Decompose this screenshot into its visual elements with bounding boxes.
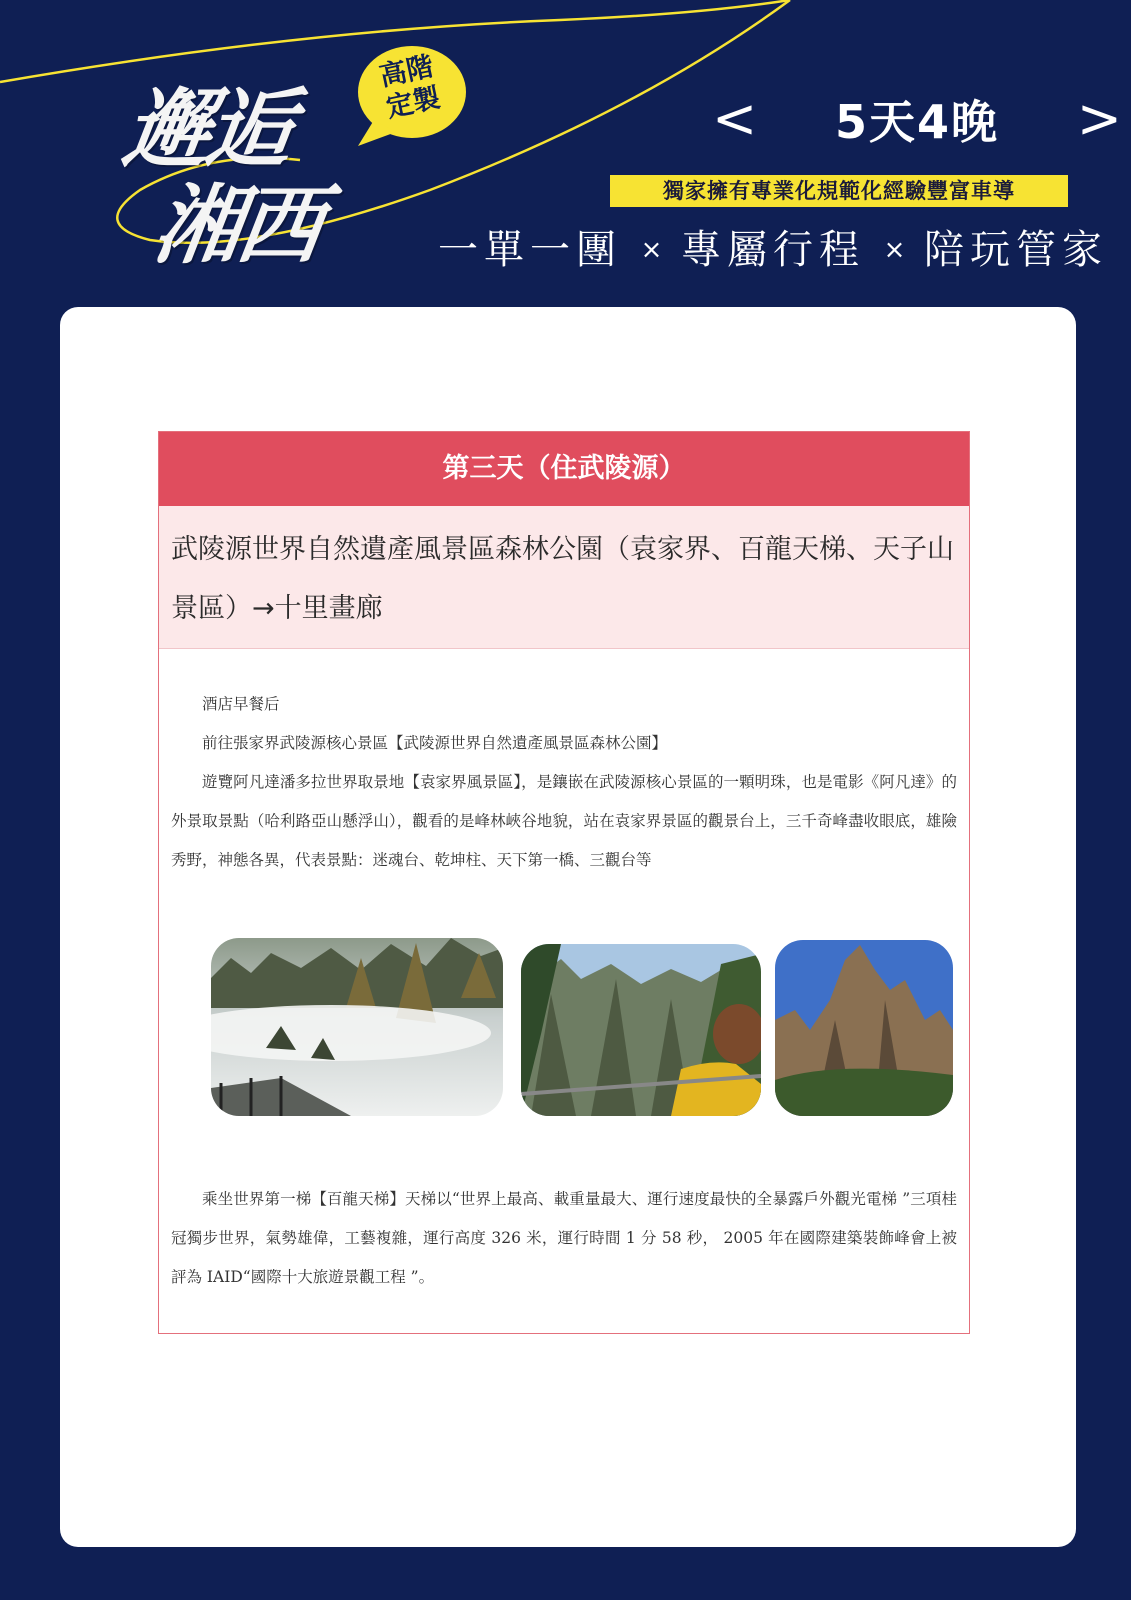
day-title: 第三天（住武陵源） <box>159 432 969 506</box>
slogan-sep-2: × <box>883 235 906 265</box>
slogan-part1: 一單一團 <box>438 227 622 273</box>
tagline-banner: 獨家擁有專業化規範化經驗豐富車導 <box>610 175 1068 207</box>
slogan-row <box>438 222 1108 278</box>
content-card <box>60 307 1076 1547</box>
route-summary: 武陵源世界自然遺產風景區森林公園（袁家界、百龍天梯、天子山景區）→十里畫廊 <box>159 506 969 649</box>
bubble-line1: 高階 <box>376 51 437 93</box>
photo-gallery <box>171 926 957 1118</box>
brand-title-line1: 邂逅 <box>117 80 296 180</box>
duration-text: 5天4晚 <box>834 95 999 149</box>
slogan-sep-1: × <box>640 235 663 265</box>
slogan-part2: 專屬行程 <box>680 227 865 273</box>
paragraph-breakfast: 酒店早餐后 <box>202 695 280 713</box>
scenic-photo-misty-peaks <box>211 938 503 1116</box>
paragraph-yuanjiajie: 遊覽阿凡達潘多拉世界取景地【袁家界風景區】，是鑲嵌在武陵源核心景區的一顆明珠，也是電影《阿凡達》的外景取景點（哈利路亞山懸浮山），觀看的是峰林峽谷地貌，站在袁家界景區的觀景台上，三千奇峰盡收眼底，雄險秀野，神態各異，代表景點：迷魂台、乾坤柱、天下第一橋、三觀台等 <box>171 773 957 869</box>
paragraph-bailong-elevator: 乘坐世界第一梯【百龍天梯】天梯以“世界上最高、載重量最大、運行速度最快的全暴露戶外觀光電梯 ”三項桂冠獨步世界，氣勢雄偉，工藝複雜，運行高度 326 米，運行時間 1 分 58 秒， 2005 年在國際建築裝飾峰會上被評為 IAID“國際十大旅遊景觀工程 ”。 <box>171 1190 957 1286</box>
scenic-photo-sandstone-pillars <box>775 940 953 1116</box>
page-header <box>0 0 1131 300</box>
bracket-left: < <box>712 87 758 150</box>
brand-title-line2: 湘西 <box>148 176 327 276</box>
bubble-line2: 定製 <box>383 82 443 124</box>
paragraph-destination: 前往張家界武陵源核心景區【武陵源世界自然遺產風景區森林公園】 <box>202 734 668 752</box>
scenic-photo-viewer <box>521 944 761 1116</box>
bracket-right: > <box>1076 87 1122 150</box>
trip-duration <box>712 86 1122 152</box>
slogan-part3: 陪玩管家 <box>923 227 1108 273</box>
itinerary-description <box>159 649 969 1333</box>
itinerary-day-box <box>158 431 970 1334</box>
